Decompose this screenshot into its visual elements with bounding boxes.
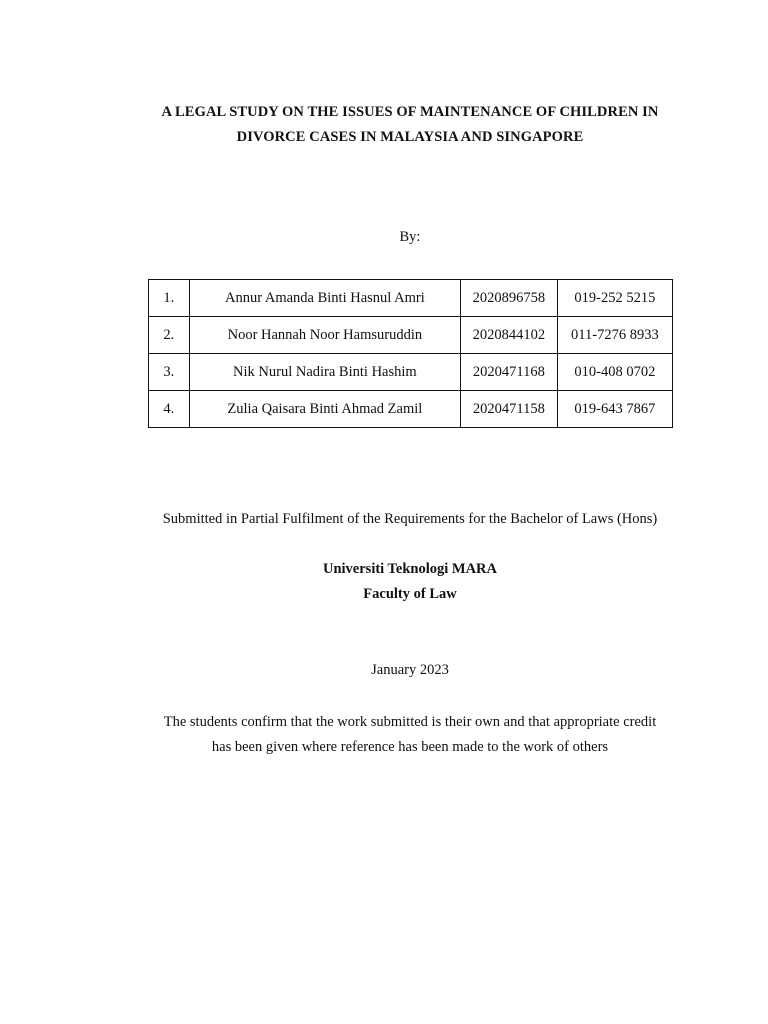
title-line-1: A LEGAL STUDY ON THE ISSUES OF MAINTENANCE OF CHILDREN IN <box>161 104 659 120</box>
authors-table <box>148 279 673 428</box>
author-number: 2. <box>149 317 190 354</box>
table-row <box>149 317 673 354</box>
submission-date: January 2023 <box>371 662 449 678</box>
author-phone: 010-408 0702 <box>557 354 672 391</box>
document-title <box>120 100 700 150</box>
author-phone: 019-252 5215 <box>557 280 672 317</box>
confirmation-line-2: has been given where reference has been made to the work of others <box>211 739 609 755</box>
university-name: Universiti Teknologi MARA <box>322 561 497 577</box>
confirmation-statement <box>120 710 700 760</box>
submission-statement: Submitted in Partial Fulfilment of the Requirements for the Bachelor of Laws (Hons) <box>162 511 658 527</box>
author-student-id: 2020471158 <box>460 391 557 428</box>
author-number: 3. <box>149 354 190 391</box>
table-row <box>149 280 673 317</box>
author-name: Noor Hannah Noor Hamsuruddin <box>189 317 460 354</box>
author-name: Nik Nurul Nadira Binti Hashim <box>189 354 460 391</box>
faculty-name: Faculty of Law <box>363 586 457 602</box>
author-student-id: 2020844102 <box>460 317 557 354</box>
table-row <box>149 354 673 391</box>
author-student-id: 2020471168 <box>460 354 557 391</box>
table-row <box>149 391 673 428</box>
title-line-2: DIVORCE CASES IN MALAYSIA AND SINGAPORE <box>236 129 584 145</box>
author-student-id: 2020896758 <box>460 280 557 317</box>
author-number: 1. <box>149 280 190 317</box>
author-name: Zulia Qaisara Binti Ahmad Zamil <box>189 391 460 428</box>
by-label: By: <box>399 229 421 245</box>
author-name: Annur Amanda Binti Hasnul Amri <box>189 280 460 317</box>
author-phone: 019-643 7867 <box>557 391 672 428</box>
confirmation-line-1: The students confirm that the work submitted is their own and that appropriate credit <box>163 714 657 730</box>
author-phone: 011-7276 8933 <box>557 317 672 354</box>
author-number: 4. <box>149 391 190 428</box>
